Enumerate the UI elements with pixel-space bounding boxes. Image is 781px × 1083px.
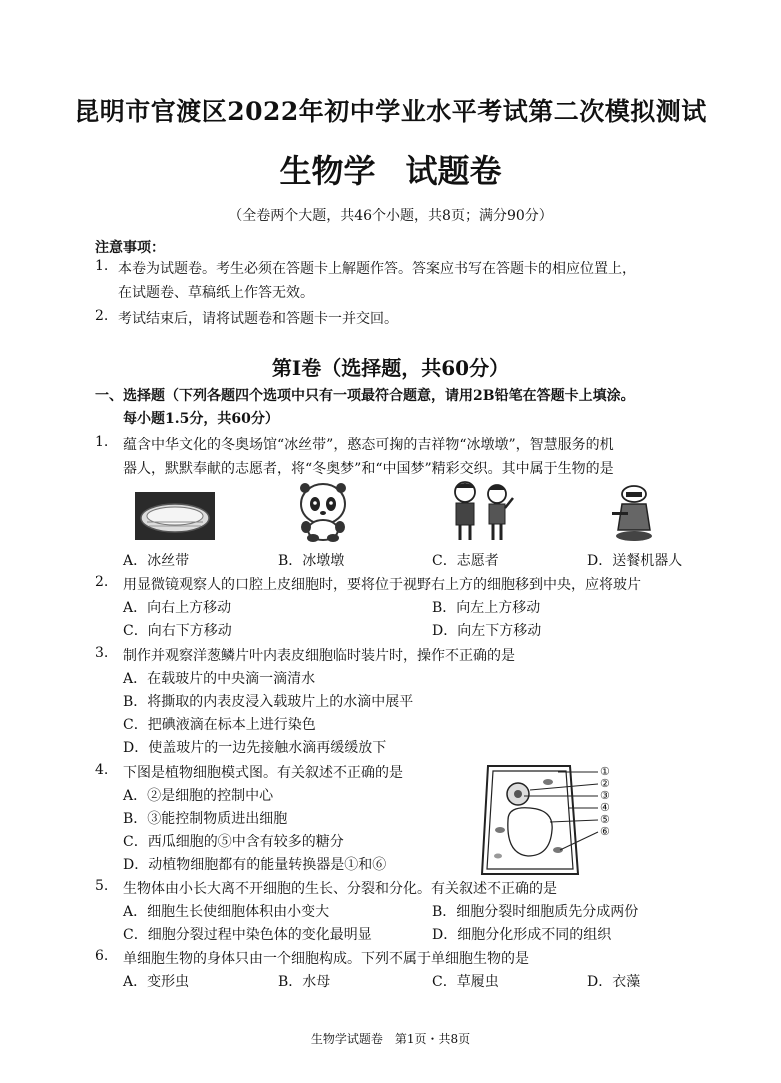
section-title: 第Ⅰ卷（选择题，共60分） <box>271 356 510 380</box>
q3-option-d: D．使盖玻片的一边先接触水滴再缓缓放下 <box>123 740 387 756</box>
q3-option-a: A．在载玻片的中央滴一滴清水 <box>123 671 316 687</box>
q5-line1: 生物体由小长大离不开细胞的生长、分裂和分化。有关叙述不正确的是 <box>123 881 557 897</box>
note-1-num: 1. <box>95 258 109 274</box>
q6-option-c: C．草履虫 <box>432 974 499 990</box>
note-2-line1: 考试结束后，请将试题卷和答题卡一并交回。 <box>118 311 398 327</box>
q3-line1: 制作并观察洋葱鳞片叶内表皮细胞临时装片时，操作不正确的是 <box>123 648 515 664</box>
notes-heading: 注意事项： <box>95 240 165 256</box>
q3-num: 3. <box>95 645 109 661</box>
q5-option-a: A．细胞生长使细胞体积由小变大 <box>123 904 330 920</box>
q6-num: 6. <box>95 948 109 964</box>
ice-ribbon-image <box>135 492 215 540</box>
q1-line2: 器人，默默奉献的志愿者，将“冬奥梦”和“中国梦”精彩交织。其中属于生物的是 <box>123 461 614 477</box>
page-footer: 生物学试题卷 第1页・共8页 <box>310 1032 471 1046</box>
q5-num: 5. <box>95 878 109 894</box>
exam-title: 昆明市官渡区2022年初中学业水平考试第二次模拟测试 <box>74 97 707 126</box>
q6-line1: 单细胞生物的身体只由一个细胞构成。下列不属于单细胞生物的是 <box>123 951 529 967</box>
bing-dwen-dwen-image <box>293 480 353 542</box>
q1-line1: 蕴含中华文化的冬奥场馆“冰丝带”，憨态可掬的吉祥物“冰墩墩”，智慧服务的机 <box>123 437 614 453</box>
q2-line1: 用显微镜观察人的口腔上皮细胞时，要将位于视野右上方的细胞移到中央，应将玻片 <box>123 577 641 593</box>
exam-subtitle <box>0 146 781 192</box>
cell-label-2: ② <box>600 777 610 790</box>
q2-option-d: D．向左下方移动 <box>432 623 542 639</box>
subject-name: 生物学 <box>279 152 376 190</box>
plant-cell-diagram <box>478 760 618 880</box>
paper-type: 试题卷 <box>405 152 502 190</box>
note-2-num: 2. <box>95 308 109 324</box>
q1-option-a: A．冰丝带 <box>123 553 190 569</box>
volunteers-image <box>447 478 517 543</box>
note-1-line1: 本卷为试题卷。考生必须在答题卡上解题作答。答案应书写在答题卡的相应位置上， <box>118 261 636 277</box>
q2-option-b: B．向左上方移动 <box>432 600 541 616</box>
q4-num: 4. <box>95 762 109 778</box>
cell-label-4: ④ <box>600 801 610 814</box>
section-intro-line2: 每小题1.5分，共60分） <box>123 411 279 427</box>
cell-label-1: ① <box>600 765 610 778</box>
q2-option-c: C．向右下方移动 <box>123 623 232 639</box>
q4-option-d: D．动植物细胞都有的能量转换器是①和⑥ <box>123 857 387 873</box>
q4-option-a: A．②是细胞的控制中心 <box>123 788 274 804</box>
cell-label-5: ⑤ <box>600 813 610 826</box>
cell-label-6: ⑥ <box>600 825 610 838</box>
q1-option-c: C．志愿者 <box>432 553 499 569</box>
q2-option-a: A．向右上方移动 <box>123 600 232 616</box>
q1-option-d: D．送餐机器人 <box>587 553 683 569</box>
q3-option-c: C．把碘液滴在标本上进行染色 <box>123 717 316 733</box>
q5-option-c: C．细胞分裂过程中染色体的变化最明显 <box>123 927 372 943</box>
q4-line1: 下图是植物细胞模式图。有关叙述不正确的是 <box>123 765 403 781</box>
exam-meta: （全卷两个大题，共46个小题，共8页；满分90分） <box>228 208 553 224</box>
q6-option-d: D．衣藻 <box>587 974 641 990</box>
q1-option-b: B．冰墩墩 <box>278 553 345 569</box>
delivery-robot-image <box>608 484 658 542</box>
q4-option-c: C．西瓜细胞的⑤中含有较多的糖分 <box>123 834 344 850</box>
section-intro-line1: 一、选择题（下列各题四个选项中只有一项最符合题意，请用2B铅笔在答题卡上填涂。 <box>95 388 635 404</box>
cell-label-3: ③ <box>600 789 610 802</box>
q6-option-a: A．变形虫 <box>123 974 190 990</box>
q5-option-b: B．细胞分裂时细胞质先分成两份 <box>432 904 639 920</box>
q5-option-d: D．细胞分化形成不同的组织 <box>432 927 612 943</box>
note-1-line2: 在试题卷、草稿纸上作答无效。 <box>118 285 314 301</box>
q6-option-b: B．水母 <box>278 974 331 990</box>
q3-option-b: B．将撕取的内表皮浸入载玻片上的水滴中展平 <box>123 694 414 710</box>
q4-option-b: B．③能控制物质进出细胞 <box>123 811 288 827</box>
q2-num: 2. <box>95 574 109 590</box>
q1-num: 1. <box>95 434 109 450</box>
